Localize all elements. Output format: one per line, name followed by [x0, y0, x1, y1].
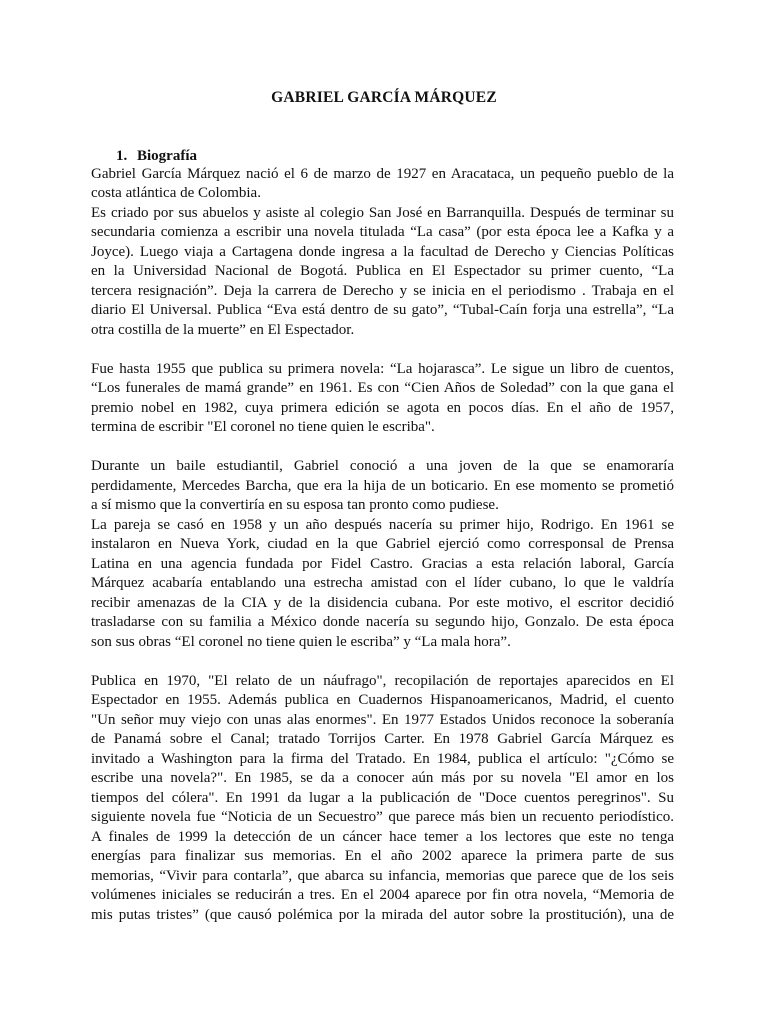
text-line: premio nobel en 1982, cuya primera edición se agota en pocos días. En el año de 1957,	[91, 399, 674, 416]
text-line: tiempos del cólera". En 1991 da lugar a la publicación de "Doce cuentos peregrinos". Su	[91, 789, 674, 806]
text-line: "Un señor muy viejo con unas alas enormes". En 1977 Estados Unidos reconoce la soberanía	[91, 711, 674, 728]
text-line: escribe una novela?". En 1985, se da a conocer aún más por su novela "El amor en los	[91, 770, 674, 786]
text-line: energías para finalizar sus memorias. En el año 2002 aparece la primera parte de sus	[91, 848, 674, 864]
text-line: a sí mismo que la convertiría en su esposa tan pronto como pudiese.	[91, 497, 499, 513]
document-title: GABRIEL GARCÍA MÁRQUEZ	[271, 89, 497, 106]
text-line: Publica en 1970, "El relato de un náufrago", recopilación de reportajes aparecidos en El	[91, 672, 674, 689]
text-line: A finales de 1999 la detección de un cáncer hace temer a los lectores que este no tenga	[91, 828, 674, 845]
text-line: Espectador en 1955. Además publica en Cuadernos Hispanoamericanos, Madrid, el cuento	[91, 692, 674, 708]
text-line: mis putas tristes” (que causó polémica por la mirada del autor sobre la prostitución), una de	[91, 906, 674, 923]
text-line: La pareja se casó en 1958 y un año después nacería su primer hijo, Rodrigo. En 1961 se	[91, 516, 674, 533]
text-line: instalaron en Nueva York, ciudad en la que Gabriel ejerció como corresponsal de Prensa	[91, 536, 674, 552]
text-line: Es criado por sus abuelos y asiste al colegio San José en Barranquilla. Después de terminar su	[91, 204, 674, 221]
text-line: otra costilla de la muerte” en El Espectador.	[91, 321, 355, 338]
text-line: tercera resignación”. Deja la carrera de Derecho y se inicia en el periodismo . Trabaja en el	[91, 282, 674, 299]
text-line: Durante un baile estudiantil, Gabriel conoció a una joven de la que se enamoraría	[91, 458, 674, 474]
section-heading	[116, 146, 197, 166]
paragraph-gap	[91, 438, 674, 458]
text-line: volúmenes iniciales se reducirán a tres. En el 2004 aparece por fin otra novela, “Memoria de	[91, 887, 674, 903]
text-line: son sus obras “El coronel no tiene quien le escriba” y “La mala hora”.	[91, 633, 511, 650]
text-line: invitado a Washington para la firma del Tratado. En 1984, publica el artículo: "¿Cómo se	[91, 750, 674, 767]
text-line: Fue hasta 1955 que publica su primera novela: “La hojarasca”. Le sigue un libro de cuentos,	[91, 360, 674, 377]
text-line: Márquez acabaría entablando una estrecha amistad con el líder cubano, lo que le valdría	[91, 575, 674, 591]
paragraph	[91, 672, 674, 926]
text-line: Gabriel García Márquez nació el 6 de marzo de 1927 en Aracataca, un pequeño pueblo de la	[91, 165, 674, 182]
paragraph	[91, 360, 674, 438]
text-line: recibir amenazas de la CIA y de la disidencia cubana. Por este motivo, el escritor decidió	[91, 594, 674, 611]
text-line: perdidamente, Mercedes Barcha, que era la hija de un boticario. En ese momento se prometió	[91, 477, 674, 494]
text-line: en la Universidad Nacional de Bogotá. Publica en El Espectador su primer cuento, “La	[91, 263, 674, 279]
paragraph	[91, 165, 674, 204]
text-line: memorias, “Vivir para contarla”, que abarca su infancia, memorias que parece que de los seis	[91, 867, 674, 884]
paragraph-gap	[91, 340, 674, 360]
text-line: secundaria comienza a escribir una novela titulada “La casa” (por esta época lee a Kafka y a	[91, 224, 674, 240]
text-line: siguiente novela fue “Noticia de un Secuestro” que parece más bien un recuento periodístico.	[91, 809, 674, 825]
paragraph	[91, 457, 674, 516]
section-number: 1.	[116, 148, 128, 164]
text-line: termina de escribir "El coronel no tiene quien le escriba".	[91, 419, 435, 435]
paragraph-gap	[91, 652, 674, 672]
text-line: diario El Universal. Publica “Eva está dentro de su gato”, “Tubal-Caín forja una estrella”, “La	[91, 302, 674, 318]
paragraph	[91, 204, 674, 341]
text-line: trasladarse con su familia a México donde nacería su segundo hijo, Gonzalo. De esta época	[91, 614, 674, 630]
text-line: “Los funerales de mamá grande” en 1961. Es con “Cien Años de Soledad” con la que gana el	[91, 380, 674, 396]
text-line: Joyce). Luego viaja a Cartagena donde ingresa a la facultad de Derecho y Ciencias Políticas	[91, 243, 674, 260]
paragraph	[91, 516, 674, 653]
text-line: Latina en una agencia fundada por Fidel Castro. Gracias a esta relación laboral, García	[91, 555, 674, 572]
section-heading-text: Biografía	[137, 148, 197, 164]
text-line: costa atlántica de Colombia.	[91, 185, 261, 201]
text-line: de Panamá sobre el Canal; tratado Torrijos Carter. En 1978 Gabriel García Márquez es	[91, 731, 674, 747]
body-text	[91, 165, 674, 926]
